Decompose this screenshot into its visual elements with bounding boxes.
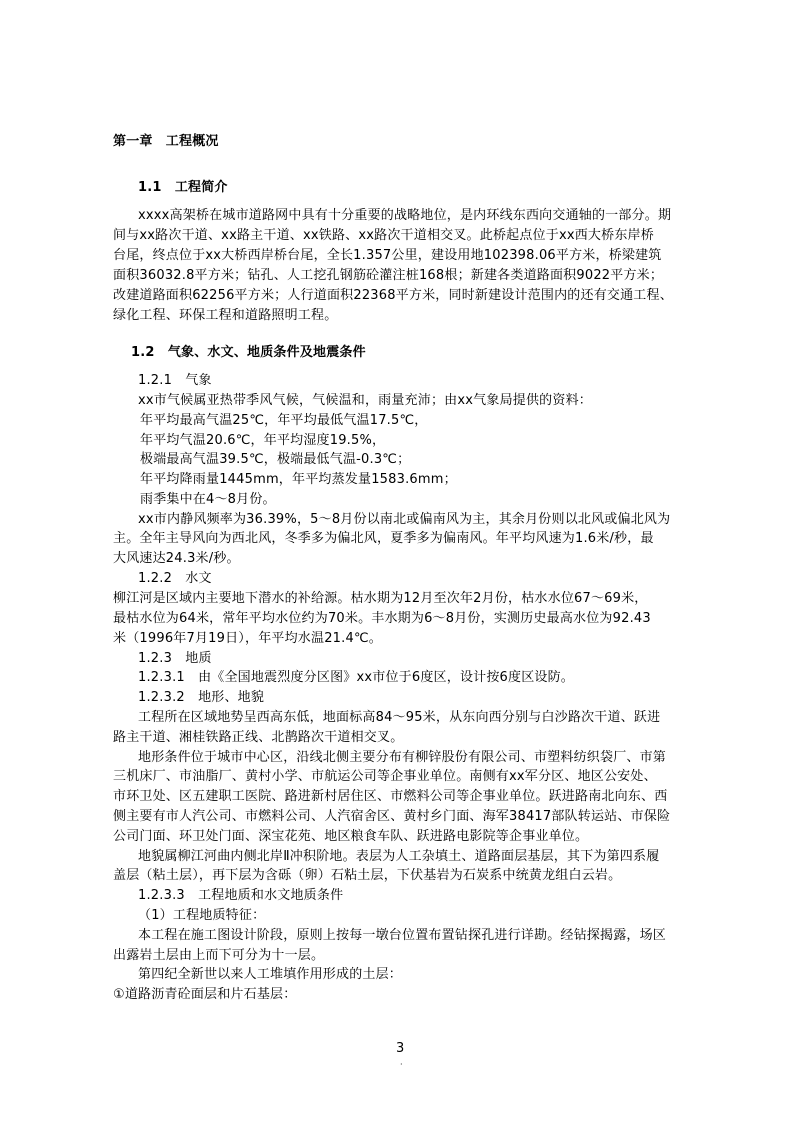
paragraph-line: 主。全年主导风向为西北风，冬季多为偏北风，夏季多为偏南风。年平均风速为1.6米/秒，最 xyxy=(113,531,654,546)
paragraph-line: 路主干道、湘桂铁路正线、北鹊路次干道相交叉。 xyxy=(113,730,404,745)
paragraph-line: ①道路沥青砼面层和片石基层： xyxy=(113,987,297,1002)
paragraph-line: 改建道路面积62256平方米；人行道面积22368平方米，同时新建设计范围内的还有交通工程、 xyxy=(113,288,673,303)
paragraph-line: 台尾，终点位于xx大桥西岸桥台尾，全长1.357公里，建设用地102398.06平方米，桥梁建筑 xyxy=(113,248,662,263)
paragraph-line: 间与xx路次干道、xx路主干道、xx铁路、xx路次干道相交叉。此桥起点位于xx西大桥东岸桥 xyxy=(113,228,654,243)
page-number: 3 xyxy=(396,1041,405,1056)
paragraph-line: 最枯水位为64米，常年平均水位约为70米。丰水期为6～8月份，实测历史最高水位为92.43 xyxy=(113,611,651,626)
paragraph-line: 盖层（粘土层），再下层为含砾（卵）石粘土层，下伏基岩为石炭系中统黄龙组白云岩。 xyxy=(113,868,622,883)
chapter-title: 第一章 工程概况 xyxy=(113,134,219,149)
paragraph-line: xx市气候属亚热带季风气候，气候温和，雨量充沛；由xx气象局提供的资料： xyxy=(138,393,592,408)
paragraph-line: 极端最高气温39.5℃，极端最低气温-0.3℃； xyxy=(140,452,411,467)
paragraph-line: xxxx高架桥在城市道路网中具有十分重要的战略地位，是内环线东西向交通轴的一部分。期 xyxy=(138,208,672,223)
paragraph-line: 大风速达24.3米/秒。 xyxy=(113,551,240,566)
footer-dot: · xyxy=(400,1060,403,1069)
paragraph-line: 本工程在施工图设计阶段，原则上按每一墩台位置布置钻探孔进行详勘。经钻探揭露，场区 xyxy=(138,928,667,943)
subsection-1-2-3-2-title: 1.2.3.2 地形、地貌 xyxy=(138,690,265,705)
paragraph-line: 市环卫处、区五建职工医院、路进新村居住区、市燃料公司等企事业单位。跃进路南北向东、西 xyxy=(113,789,668,804)
paragraph-line: 年平均最高气温25℃，年平均最低气温17.5℃， xyxy=(140,413,428,428)
paragraph-line: 柳江河是区域内主要地下潜水的补给源。枯水期为12月至次年2月份，枯水水位67～69米， xyxy=(113,591,648,606)
section-1-2-title: 1.2 气象、水文、地质条件及地震条件 xyxy=(131,345,366,360)
paragraph-line: 地貌属柳江河曲内侧北岸Ⅱ冲积阶地。表层为人工杂填土、道路面层基层，其下为第四系履 xyxy=(138,849,660,864)
paragraph-line: 出露岩土层由上而下可分为十一层。 xyxy=(113,948,325,963)
subsection-1-2-2-title: 1.2.2 水文 xyxy=(138,571,212,586)
paragraph-line: 绿化工程、环保工程和道路照明工程。 xyxy=(113,308,338,323)
paragraph-line: xx市内静风频率为36.39%，5～8月份以南北或偏南风为主，其余月份则以北风或偏北风为 xyxy=(138,512,671,527)
paragraph-line: 1.2.3.1 由《全国地震烈度分区图》xx市位于6度区，设计按6度区设防。 xyxy=(138,670,575,685)
paragraph-line: 米（1996年7月19日），年平均水温21.4℃。 xyxy=(113,631,382,646)
section-1-1-title: 1.1 工程简介 xyxy=(138,180,228,195)
paragraph-line: 三机床厂、市油脂厂、黄村小学、市航运公司等企事业单位。南侧有xx军分区、地区公安处、 xyxy=(113,769,657,784)
paragraph-line: 年平均降雨量1445mm，年平均蒸发量1583.6mm； xyxy=(140,472,457,487)
paragraph-line: 地形条件位于城市中心区，沿线北侧主要分布有柳锌股份有限公司、市塑料纺织袋厂、市第 xyxy=(138,750,667,765)
paragraph-line: 第四纪全新世以来人工堆填作用形成的土层： xyxy=(138,967,403,982)
paragraph-line: 工程所在区域地势呈西高东低，地面标高84～95米，从东向西分别与白沙路次干道、跃进 xyxy=(138,710,661,725)
paragraph-line: 侧主要有市人汽公司、市燃料公司、人汽宿舍区、黄村乡门面、海军38417部队转运站、市保险 xyxy=(113,809,671,824)
paragraph-line: 雨季集中在4～8月份。 xyxy=(140,492,276,507)
subsection-1-2-3-title: 1.2.3 地质 xyxy=(138,651,212,666)
paragraph-line: （1）工程地质特征： xyxy=(138,908,266,923)
subsection-1-2-3-3-title: 1.2.3.3 工程地质和水文地质条件 xyxy=(138,888,344,903)
paragraph-line: 年平均气温20.6℃，年平均湿度19.5%， xyxy=(140,433,386,448)
paragraph-line: 公司门面、环卫处门面、深宝花苑、地区粮食车队、跃进路电影院等企事业单位。 xyxy=(113,829,589,844)
paragraph-line: 面积36032.8平方米；钻孔、人工挖孔钢筋砼灌注桩168根；新建各类道路面积9022平方米； xyxy=(113,268,664,283)
subsection-1-2-1-title: 1.2.1 气象 xyxy=(138,373,212,388)
